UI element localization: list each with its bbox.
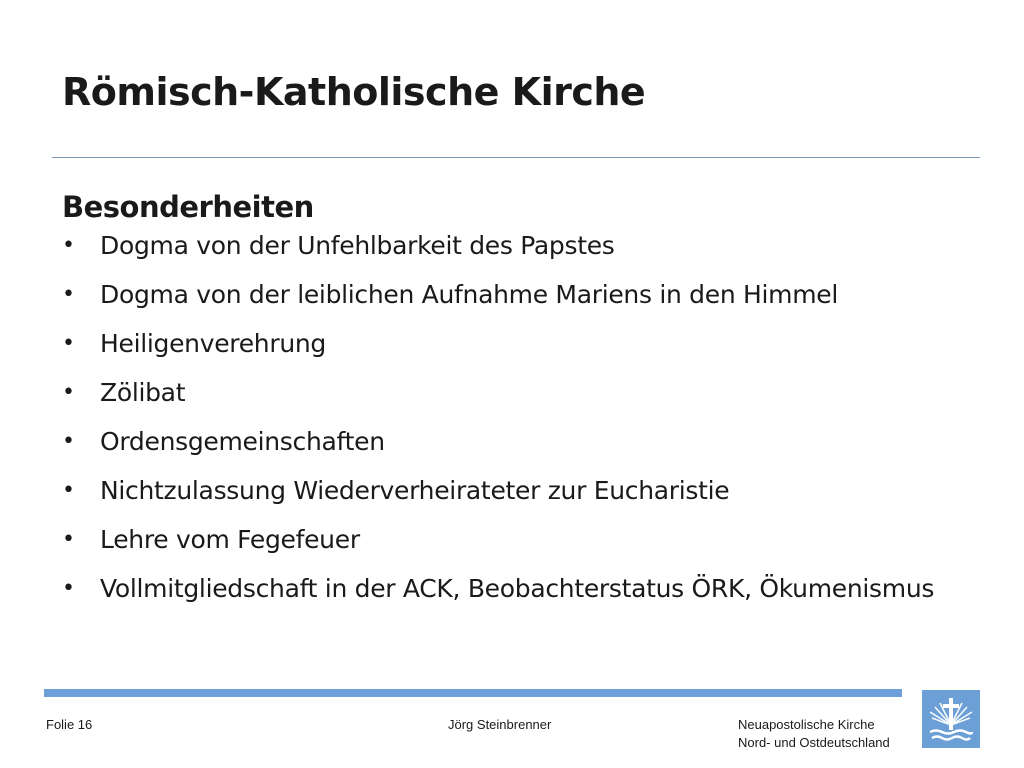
slide-title: Römisch-Katholische Kirche [62, 70, 646, 114]
list-item-text: Nichtzulassung Wiederverheirateter zur Eucharistie [100, 476, 730, 505]
list-item-text: Vollmitgliedschaft in der ACK, Beobachterstatus ÖRK, Ökumenismus [100, 574, 935, 603]
list-item [62, 475, 962, 507]
list-item [62, 279, 962, 311]
list-item [62, 377, 962, 409]
footer-accent-bar [44, 689, 902, 697]
bullet-marker: • [62, 331, 75, 356]
footer-organization [738, 716, 890, 752]
bullet-marker: • [62, 282, 75, 307]
list-item [62, 573, 962, 605]
footer-author: Jörg Steinbrenner [448, 717, 552, 732]
list-item-text: Lehre vom Fegefeuer [100, 525, 360, 554]
bullet-marker: • [62, 576, 75, 601]
list-item [62, 426, 962, 458]
slide-number: Folie 16 [46, 717, 93, 732]
list-item-text: Dogma von der Unfehlbarkeit des Papstes [100, 231, 615, 260]
title-divider [52, 157, 980, 158]
list-item [62, 230, 962, 262]
bullet-marker: • [62, 429, 75, 454]
list-item-text: Zölibat [100, 378, 186, 407]
church-cross-logo-icon [922, 690, 980, 748]
section-heading: Besonderheiten [62, 190, 314, 224]
bullet-marker: • [62, 380, 75, 405]
list-item [62, 328, 962, 360]
slide-content [62, 190, 962, 622]
bullet-marker: • [62, 233, 75, 258]
organization-name: Neuapostolische Kirche [738, 717, 875, 732]
list-item-text: Dogma von der leiblichen Aufnahme Mariens in den Himmel [100, 280, 838, 309]
bullet-marker: • [62, 527, 75, 552]
bullet-marker: • [62, 478, 75, 503]
organization-region: Nord- und Ostdeutschland [738, 735, 890, 750]
bullet-list [62, 230, 962, 605]
list-item-text: Heiligenverehrung [100, 329, 326, 358]
list-item [62, 524, 962, 556]
list-item-text: Ordensgemeinschaften [100, 427, 385, 456]
